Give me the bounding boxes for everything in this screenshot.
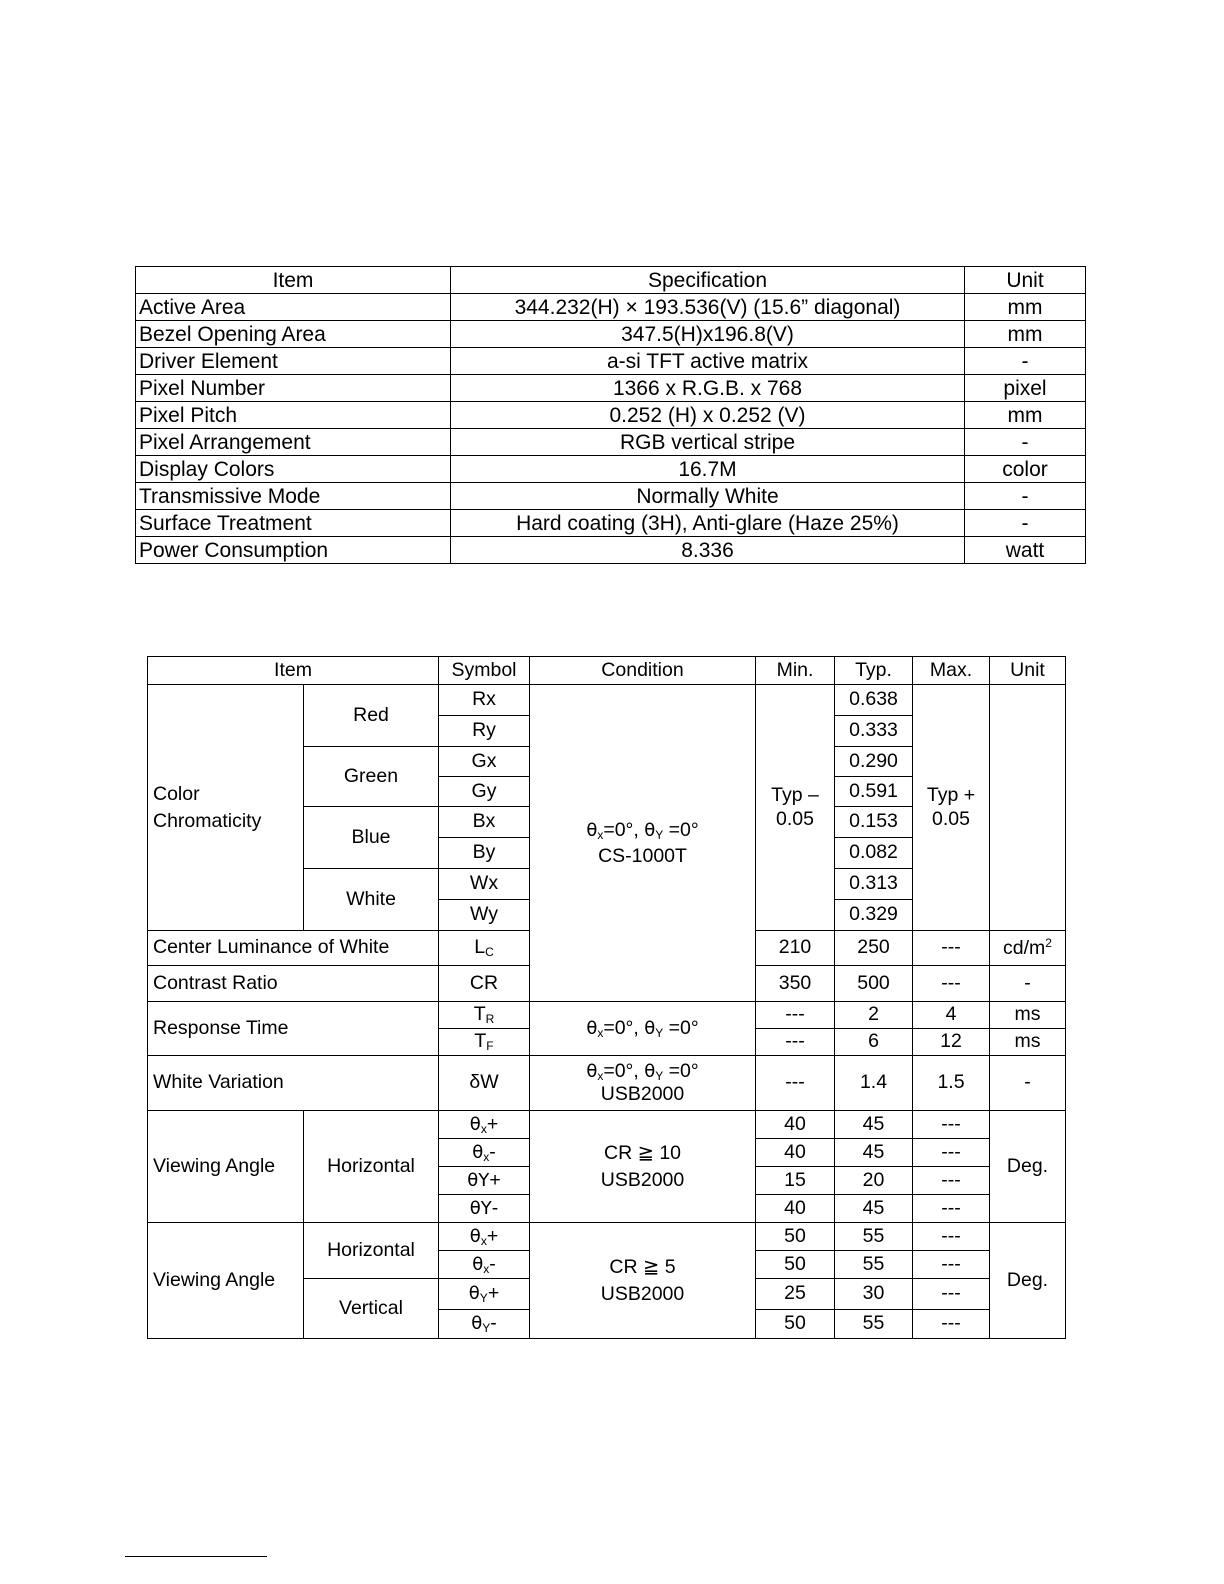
symbol-cell: Ry xyxy=(439,716,530,747)
angle-max: --- xyxy=(913,1223,990,1251)
white-variation-max: 1.5 xyxy=(913,1056,990,1111)
chromaticity-condition xyxy=(530,685,756,1002)
angle-symbol xyxy=(439,1111,530,1139)
table-row xyxy=(148,1002,1066,1029)
theta-symbol: θ xyxy=(586,819,598,841)
symbol-cell: Rx xyxy=(439,685,530,716)
angle-typ: 45 xyxy=(835,1195,913,1223)
table-row xyxy=(136,375,1086,402)
sub-y: Y xyxy=(655,1068,664,1083)
spec-unit: - xyxy=(965,348,1086,375)
angle-max: --- xyxy=(913,1310,990,1339)
table-row xyxy=(136,294,1086,321)
luminance-label: Center Luminance of White xyxy=(148,931,439,966)
symbol-cell: Wx xyxy=(439,869,530,900)
symbol-sign: - xyxy=(489,1140,496,1163)
angle-typ: 20 xyxy=(835,1167,913,1195)
theta-symbol: θ xyxy=(586,1017,598,1039)
angle-symbol xyxy=(439,1167,530,1195)
unit-main: cd/m xyxy=(1003,937,1046,960)
angle-min: 40 xyxy=(756,1139,835,1167)
spec-item: Surface Treatment xyxy=(136,510,451,537)
chromaticity-unit xyxy=(990,685,1066,931)
symbol-sign: + xyxy=(486,1112,499,1135)
table-row xyxy=(148,1223,1066,1251)
viewing-angle-label: Viewing Angle xyxy=(148,1111,304,1223)
spec-value: 8.336 xyxy=(451,537,965,564)
contrast-label: Contrast Ratio xyxy=(148,966,439,1002)
theta-symbol: θ xyxy=(644,819,656,841)
table-row xyxy=(136,429,1086,456)
typ-cell: 0.591 xyxy=(835,777,913,807)
response-condition xyxy=(530,1002,756,1056)
chromaticity-max xyxy=(913,685,990,931)
typ-cell: 0.333 xyxy=(835,716,913,747)
angle-max: --- xyxy=(913,1139,990,1167)
theta-symbol: θ xyxy=(468,1283,480,1304)
group-green: Green xyxy=(304,747,439,807)
chromaticity-label-line2: Chromaticity xyxy=(153,809,262,832)
contrast-min: 350 xyxy=(756,966,835,1002)
viewing-angle-unit: Deg. xyxy=(990,1223,1066,1339)
group-blue: Blue xyxy=(304,807,439,869)
header-item: Item xyxy=(148,657,439,685)
viewing-angle-unit: Deg. xyxy=(990,1111,1066,1223)
angle-typ: 45 xyxy=(835,1139,913,1167)
theta-symbol: θY xyxy=(469,1197,492,1219)
spec-value: 16.7M xyxy=(451,456,965,483)
contrast-max: --- xyxy=(913,966,990,1002)
angle-typ: 55 xyxy=(835,1310,913,1339)
spec-item: Pixel Number xyxy=(136,375,451,402)
white-variation-label: White Variation xyxy=(148,1056,439,1111)
luminance-typ: 250 xyxy=(835,931,913,966)
angle-typ: 55 xyxy=(835,1223,913,1251)
angle-min: 25 xyxy=(756,1279,835,1310)
group-red: Red xyxy=(304,685,439,747)
sub-y: Y xyxy=(655,1025,664,1040)
typ-cell: 0.082 xyxy=(835,838,913,869)
spec-value: RGB vertical stripe xyxy=(451,429,965,456)
spec-unit: - xyxy=(965,483,1086,510)
typ-cell: 0.313 xyxy=(835,869,913,900)
symbol-sub: x xyxy=(480,1233,487,1248)
white-variation-unit: - xyxy=(990,1056,1066,1111)
symbol-cell: By xyxy=(439,838,530,869)
angle-min: 40 xyxy=(756,1111,835,1139)
response-unit: ms xyxy=(990,1029,1066,1056)
table-row xyxy=(136,321,1086,348)
response-symbol xyxy=(439,1029,530,1056)
table-row xyxy=(136,537,1086,564)
spec-value: Hard coating (3H), Anti-glare (Haze 25%) xyxy=(451,510,965,537)
spec-header-row xyxy=(136,267,1086,294)
spec-item: Display Colors xyxy=(136,456,451,483)
header-unit: Unit xyxy=(965,267,1086,294)
spec-value: 0.252 (H) x 0.252 (V) xyxy=(451,402,965,429)
theta-symbol: θ xyxy=(469,1113,481,1135)
spec-item: Pixel Pitch xyxy=(136,402,451,429)
white-variation-condition xyxy=(530,1056,756,1111)
table-row xyxy=(148,1056,1066,1111)
response-min: --- xyxy=(756,1002,835,1029)
header-specification: Specification xyxy=(451,267,965,294)
footnote-divider xyxy=(125,1556,267,1557)
response-symbol xyxy=(439,1002,530,1029)
angle-typ: 55 xyxy=(835,1251,913,1279)
typ-cell: 0.329 xyxy=(835,900,913,931)
symbol-cell: Gy xyxy=(439,777,530,807)
angle-max: --- xyxy=(913,1111,990,1139)
chromaticity-min xyxy=(756,685,835,931)
response-typ: 6 xyxy=(835,1029,913,1056)
chromaticity-label-line1: Color xyxy=(153,783,200,806)
header-max: Max. xyxy=(913,657,990,685)
symbol-sign: - xyxy=(491,1196,499,1219)
typ-cell: 0.638 xyxy=(835,685,913,716)
angle-min: 15 xyxy=(756,1167,835,1195)
spec-unit: color xyxy=(965,456,1086,483)
spec-item: Transmissive Mode xyxy=(136,483,451,510)
table-row xyxy=(136,456,1086,483)
symbol-main: L xyxy=(474,936,486,958)
table-row xyxy=(136,483,1086,510)
angle-min: 50 xyxy=(756,1251,835,1279)
condition-eq: =0° xyxy=(663,1059,699,1082)
symbol-cell: Bx xyxy=(439,807,530,838)
min-line1: Typ – xyxy=(771,784,819,807)
contrast-unit: - xyxy=(990,966,1066,1002)
symbol-sign: + xyxy=(486,1224,499,1247)
spec-value: 1366 x R.G.B. x 768 xyxy=(451,375,965,402)
spec-item: Active Area xyxy=(136,294,451,321)
angle-symbol xyxy=(439,1223,530,1251)
unit-sup: 2 xyxy=(1045,936,1052,951)
symbol-cell: Wy xyxy=(439,900,530,931)
angle-max: --- xyxy=(913,1167,990,1195)
response-max: 4 xyxy=(913,1002,990,1029)
white-variation-typ: 1.4 xyxy=(835,1056,913,1111)
viewing-angle-sublabel: Horizontal xyxy=(304,1111,439,1223)
general-spec-table xyxy=(135,266,1086,564)
contrast-symbol: CR xyxy=(439,966,530,1002)
angle-symbol xyxy=(439,1310,530,1339)
table-row xyxy=(148,1111,1066,1139)
response-min: --- xyxy=(756,1029,835,1056)
spec-item: Driver Element xyxy=(136,348,451,375)
sub-x: x xyxy=(597,827,604,842)
condition-instrument: USB2000 xyxy=(600,1083,685,1105)
condition-eq: =0°, xyxy=(603,818,645,841)
angle-min: 50 xyxy=(756,1223,835,1251)
angle-min: 40 xyxy=(756,1195,835,1223)
response-unit: ms xyxy=(990,1002,1066,1029)
luminance-symbol xyxy=(439,931,530,966)
theta-symbol: θ xyxy=(644,1060,656,1082)
angle-max: --- xyxy=(913,1195,990,1223)
symbol-main: T xyxy=(473,1003,486,1025)
sub-x: x xyxy=(597,1025,604,1040)
condition-line1: CR ≧ 5 xyxy=(609,1256,676,1279)
symbol-sub: x xyxy=(480,1121,487,1136)
angle-max: --- xyxy=(913,1251,990,1279)
white-variation-min: --- xyxy=(756,1056,835,1111)
theta-symbol: θ xyxy=(472,1253,484,1275)
table-row xyxy=(136,348,1086,375)
symbol-main: T xyxy=(474,1030,487,1052)
condition-line2: USB2000 xyxy=(600,1168,685,1191)
luminance-unit xyxy=(990,931,1066,966)
sub-y: Y xyxy=(655,827,664,842)
theta-symbol: θ xyxy=(469,1225,481,1247)
max-line1: Typ + xyxy=(926,784,976,807)
symbol-sign: + xyxy=(487,1282,500,1304)
condition-eq: =0° xyxy=(663,818,699,841)
viewing-angle-condition xyxy=(530,1111,756,1223)
spec-item: Bezel Opening Area xyxy=(136,321,451,348)
symbol-sub: x xyxy=(483,1261,490,1276)
white-variation-symbol: δW xyxy=(439,1056,530,1111)
min-line2: 0.05 xyxy=(776,807,814,830)
luminance-max: --- xyxy=(913,931,990,966)
table-row xyxy=(148,685,1066,716)
condition-line2: USB2000 xyxy=(600,1282,685,1305)
angle-min: 50 xyxy=(756,1310,835,1339)
spec-unit: mm xyxy=(965,321,1086,348)
table-row xyxy=(136,402,1086,429)
theta-symbol: θ xyxy=(471,1313,483,1334)
spec-unit: mm xyxy=(965,294,1086,321)
condition-formula xyxy=(586,819,698,841)
spec-value: a-si TFT active matrix xyxy=(451,348,965,375)
header-item: Item xyxy=(136,267,451,294)
spec-unit: watt xyxy=(965,537,1086,564)
header-condition: Condition xyxy=(530,657,756,685)
header-min: Min. xyxy=(756,657,835,685)
angle-max: --- xyxy=(913,1279,990,1310)
symbol-sub: Y xyxy=(479,1291,488,1305)
symbol-sub: R xyxy=(485,1012,495,1026)
spec-unit: mm xyxy=(965,402,1086,429)
theta-symbol: θ xyxy=(586,1060,598,1082)
optical-header-row xyxy=(148,657,1066,685)
optical-spec-table xyxy=(147,656,1066,1339)
spec-value: 344.232(H) × 193.536(V) (15.6” diagonal) xyxy=(451,294,965,321)
contrast-typ: 500 xyxy=(835,966,913,1002)
symbol-cell: Gx xyxy=(439,747,530,777)
angle-symbol xyxy=(439,1251,530,1279)
typ-cell: 0.153 xyxy=(835,807,913,838)
spec-value: Normally White xyxy=(451,483,965,510)
luminance-min: 210 xyxy=(756,931,835,966)
viewing-angle-sublabel-vertical: Vertical xyxy=(304,1279,439,1339)
viewing-angle-condition xyxy=(530,1223,756,1339)
viewing-angle-sublabel-horizontal: Horizontal xyxy=(304,1223,439,1279)
symbol-sign: - xyxy=(489,1252,496,1275)
header-typ: Typ. xyxy=(835,657,913,685)
table-row xyxy=(136,510,1086,537)
condition-eq: =0°, xyxy=(603,1059,645,1082)
condition-instrument: CS-1000T xyxy=(598,845,687,867)
symbol-sub: F xyxy=(486,1039,494,1053)
condition-line1: CR ≧ 10 xyxy=(603,1142,682,1165)
spec-value: 347.5(H)x196.8(V) xyxy=(451,321,965,348)
sub-x: x xyxy=(597,1068,604,1083)
spec-unit: pixel xyxy=(965,375,1086,402)
header-unit: Unit xyxy=(990,657,1066,685)
spec-unit: - xyxy=(965,510,1086,537)
symbol-sub: Y xyxy=(482,1321,491,1335)
angle-symbol xyxy=(439,1279,530,1310)
symbol-sign: + xyxy=(489,1168,501,1191)
header-symbol: Symbol xyxy=(439,657,530,685)
angle-typ: 45 xyxy=(835,1111,913,1139)
symbol-sub: C xyxy=(485,945,494,959)
symbol-sign: - xyxy=(490,1312,497,1334)
spec-unit: - xyxy=(965,429,1086,456)
response-typ: 2 xyxy=(835,1002,913,1029)
response-max: 12 xyxy=(913,1029,990,1056)
condition-eq: =0° xyxy=(663,1016,699,1039)
theta-symbol: θY xyxy=(467,1169,490,1191)
condition-eq: =0°, xyxy=(603,1016,645,1039)
theta-symbol: θ xyxy=(644,1017,656,1039)
angle-symbol xyxy=(439,1139,530,1167)
spec-item: Power Consumption xyxy=(136,537,451,564)
theta-symbol: θ xyxy=(472,1141,484,1163)
viewing-angle-label: Viewing Angle xyxy=(148,1223,304,1339)
color-chromaticity-label xyxy=(148,685,304,931)
typ-cell: 0.290 xyxy=(835,747,913,777)
max-line2: 0.05 xyxy=(932,807,970,830)
response-label: Response Time xyxy=(148,1002,439,1056)
symbol-sub: x xyxy=(483,1149,490,1164)
angle-symbol xyxy=(439,1195,530,1223)
angle-typ: 30 xyxy=(835,1279,913,1310)
group-white: White xyxy=(304,869,439,931)
spec-item: Pixel Arrangement xyxy=(136,429,451,456)
